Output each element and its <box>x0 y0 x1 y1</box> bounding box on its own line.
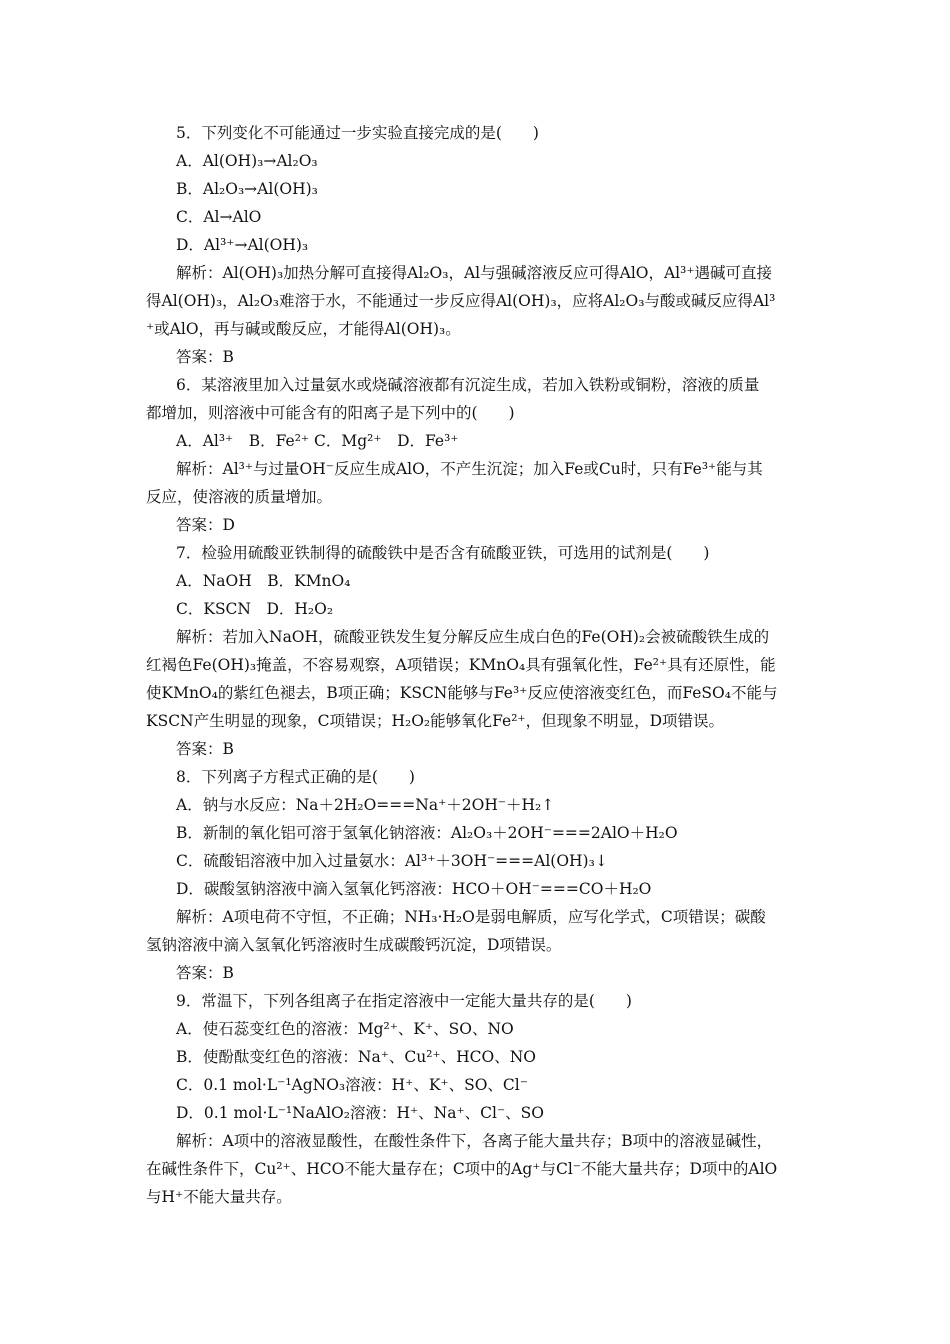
question-8-option-c: C．硫酸铝溶液中加入过量氨水：Al³⁺＋3OH⁻===Al(OH)₃↓ <box>176 852 608 870</box>
question-8-option-d: D．碳酸氢钠溶液中滴入氢氧化钙溶液：HCO＋OH⁻===CO＋H₂O <box>176 880 652 898</box>
question-6-analysis-line: 反应，使溶液的质量增加。 <box>146 488 333 506</box>
question-5-option-c: C．Al→AlO <box>176 208 262 226</box>
question-6-options: A．Al³⁺ B．Fe²⁺ C．Mg²⁺ D．Fe³⁺ <box>176 432 459 450</box>
question-8-option-a: A．钠与水反应：Na＋2H₂O===Na⁺＋2OH⁻＋H₂↑ <box>176 796 555 814</box>
question-5-option-a: A．Al(OH)₃→Al₂O₃ <box>176 152 318 170</box>
question-7-analysis: 解析：若加入NaOH，硫酸亚铁发生复分解反应生成白色的Fe(OH)₂会被硫酸铁生成的 <box>176 628 770 646</box>
question-9-option-d: D．0.1 mol·L⁻¹NaAlO₂溶液：H⁺、Na⁺、Cl⁻、SO <box>176 1104 544 1122</box>
question-8-analysis-line: 氢钠溶液中滴入氢氧化钙溶液时生成碳酸钙沉淀，D项错误。 <box>146 936 562 954</box>
question-5-analysis-line: ⁺或AlO，再与碱或酸反应，才能得Al(OH)₃。 <box>146 320 461 338</box>
question-9-analysis-line: 与H⁺不能大量共存。 <box>146 1188 292 1206</box>
question-7-analysis-line: 红褐色Fe(OH)₃掩盖，不容易观察，A项错误；KMnO₄具有强氧化性，Fe²⁺具有还原性，能 <box>146 656 776 674</box>
question-9-analysis: 解析：A项中的溶液显酸性，在酸性条件下，各离子能大量共存；B项中的溶液显碱性， <box>176 1132 773 1150</box>
question-9-option-a: A．使石蕊变红色的溶液：Mg²⁺、K⁺、SO、NO <box>176 1020 514 1038</box>
question-9-stem: 9．常温下，下列各组离子在指定溶液中一定能大量共存的是( ) <box>176 992 632 1010</box>
question-6-stem-line: 都增加，则溶液中可能含有的阳离子是下列中的( ) <box>146 404 515 422</box>
question-5-analysis-line: 得Al(OH)₃，Al₂O₃难溶于水，不能通过一步反应得Al(OH)₃，应将Al₂O₃与酸或碱反应得Al³ <box>146 292 776 310</box>
question-8-analysis: 解析：A项电荷不守恒，不正确；NH₃·H₂O是弱电解质，应写化学式，C项错误；碳酸 <box>176 908 766 926</box>
question-5-option-d: D．Al³⁺→Al(OH)₃ <box>176 236 309 254</box>
question-6-answer: 答案：D <box>176 516 235 534</box>
question-8-option-b: B．新制的氧化铝可溶于氢氧化钠溶液：Al₂O₃＋2OH⁻===2AlO＋H₂O <box>176 824 678 842</box>
question-9-analysis-line: 在碱性条件下，Cu²⁺、HCO不能大量存在；C项中的Ag⁺与Cl⁻不能大量共存；D项中的AlO <box>146 1160 778 1178</box>
question-6-stem: 6．某溶液里加入过量氨水或烧碱溶液都有沉淀生成，若加入铁粉或铜粉，溶液的质量 <box>176 376 760 394</box>
question-5-stem: 5．下列变化不可能通过一步实验直接完成的是( ) <box>176 124 539 142</box>
question-7-analysis-line: KSCN产生明显的现象，C项错误；H₂O₂能够氧化Fe²⁺，但现象不明显，D项错误。 <box>146 712 725 730</box>
question-8-stem: 8．下列离子方程式正确的是( ) <box>176 768 415 786</box>
question-7-answer: 答案：B <box>176 740 234 758</box>
question-7-stem: 7．检验用硫酸亚铁制得的硫酸铁中是否含有硫酸亚铁，可选用的试剂是( ) <box>176 544 710 562</box>
question-8-answer: 答案：B <box>176 964 234 982</box>
question-5-analysis: 解析：Al(OH)₃加热分解可直接得Al₂O₃，Al与强碱溶液反应可得AlO，Al³⁺遇碱可直接 <box>176 264 773 282</box>
question-5-answer: 答案：B <box>176 348 234 366</box>
question-6-analysis: 解析：Al³⁺与过量OH⁻反应生成AlO，不产生沉淀；加入Fe或Cu时，只有Fe³⁺能与其 <box>176 460 763 478</box>
question-7-options-ab: A．NaOH B．KMnO₄ <box>176 572 351 590</box>
question-9-option-b: B．使酚酞变红色的溶液：Na⁺、Cu²⁺、HCO、NO <box>176 1048 536 1066</box>
question-9-option-c: C．0.1 mol·L⁻¹AgNO₃溶液：H⁺、K⁺、SO、Cl⁻ <box>176 1076 528 1094</box>
question-7-options-cd: C．KSCN D．H₂O₂ <box>176 600 334 618</box>
question-7-analysis-line: 使KMnO₄的紫红色褪去，B项正确；KSCN能够与Fe³⁺反应使溶液变红色，而FeSO₄不能与 <box>146 684 778 702</box>
question-5-option-b: B．Al₂O₃→Al(OH)₃ <box>176 180 318 198</box>
